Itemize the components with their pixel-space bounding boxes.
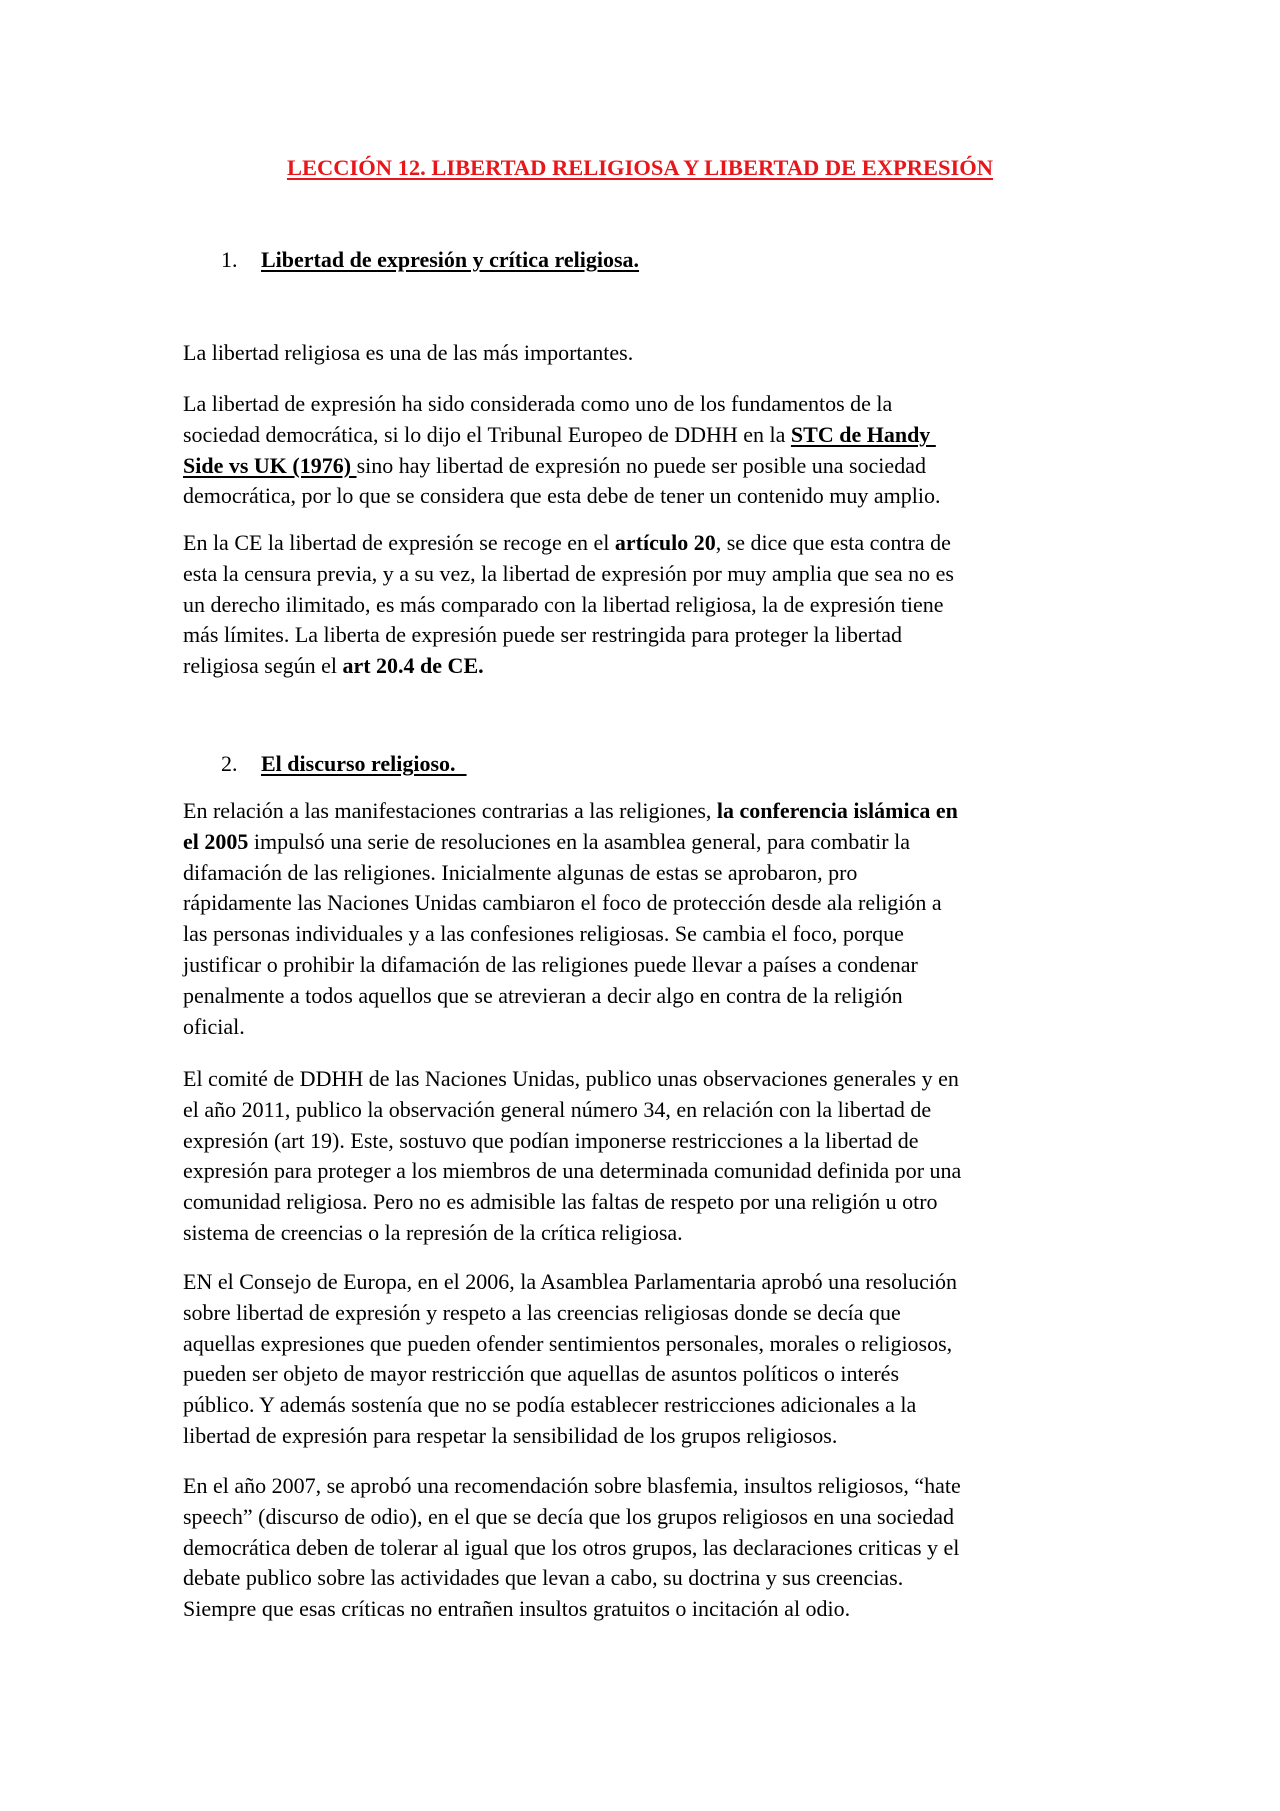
line-text: En relación a las manifestaciones contrarias a las religiones, xyxy=(183,798,717,823)
emphasis-text: el 2005 xyxy=(183,828,249,854)
section-heading-2 xyxy=(221,749,467,779)
paragraph-line: público. Y además sostenía que no se podía establecer restricciones adicionales a la xyxy=(183,1392,917,1418)
paragraph-line: expresión (art 19). Este, sostuvo que podían imponerse restricciones a la libertad de xyxy=(183,1127,919,1153)
paragraph-line xyxy=(183,796,1113,827)
section-heading-text: El discurso religioso. xyxy=(261,751,467,776)
section-number: 2. xyxy=(221,751,238,776)
case-reference: STC de Handy xyxy=(790,421,936,447)
paragraph-6 xyxy=(183,1267,1113,1452)
line-text: sino hay libertad de expresión no puede ser posible una sociedad xyxy=(356,452,926,478)
document-title: LECCIÓN 12. LIBERTAD RELIGIOSA Y LIBERTAD DE EXPRESIÓN xyxy=(286,155,994,180)
paragraph-line: sistema de creencias o la represión de la crítica religiosa. xyxy=(183,1219,683,1245)
paragraph-4 xyxy=(183,796,1113,1042)
paragraph-line: En el año 2007, se aprobó una recomendación sobre blasfemia, insultos religiosos, “hate xyxy=(183,1473,961,1498)
paragraph-line: libertad de expresión para respetar la sensibilidad de los grupos religiosos. xyxy=(183,1422,838,1448)
paragraph-line: las personas individuales y a las confesiones religiosas. Se cambia el foco, porque xyxy=(183,921,904,947)
paragraph-line: La libertad de expresión ha sido considerada como uno de los fundamentos de la xyxy=(183,391,893,416)
paragraph-line xyxy=(183,420,1113,451)
paragraph-line: justificar o prohibir la difamación de las religiones puede llevar a países a condenar xyxy=(183,951,918,977)
line-text: impulsó una serie de resoluciones en la asamblea general, para combatir la xyxy=(248,828,910,854)
article-reference: artículo 20 xyxy=(614,530,716,555)
paragraph-line: debate publico sobre las actividades que levan a cabo, su doctrina y sus creencias. xyxy=(183,1565,904,1591)
paragraph-line: speech” (discurso de odio), en el que se decía que los grupos religiosos en una sociedad xyxy=(183,1503,954,1529)
paragraph-line: un derecho ilimitado, es más comparado con la libertad religiosa, la de expresión tiene xyxy=(183,591,944,617)
paragraph-line: democrática deben de tolerar al igual que los otros grupos, las declaraciones criticas y el xyxy=(183,1534,960,1560)
paragraph-line: aquellas expresiones que pueden ofender sentimientos personales, morales o religiosos, xyxy=(183,1330,953,1356)
paragraph-line: comunidad religiosa. Pero no es admisible las faltas de respeto por una religión u otro xyxy=(183,1189,938,1215)
paragraph-line: pueden ser objeto de mayor restricción que aquellas de asuntos políticos o interés xyxy=(183,1361,900,1387)
article-reference: art 20.4 de CE. xyxy=(342,653,484,679)
paragraph-2 xyxy=(183,389,1113,512)
paragraph-line: oficial. xyxy=(183,1013,245,1039)
paragraph-line: sobre libertad de expresión y respeto a las creencias religiosas donde se decía que xyxy=(183,1299,901,1325)
line-text: sociedad democrática, si lo dijo el Tribunal Europeo de DDHH en la xyxy=(183,421,791,447)
paragraph-5 xyxy=(183,1064,1113,1249)
paragraph-1 xyxy=(183,338,1113,369)
paragraph-line: El comité de DDHH de las Naciones Unidas, publico unas observaciones generales y en xyxy=(183,1066,959,1091)
paragraph-line: Siempre que esas críticas no entrañen insultos gratuitos o incitación al odio. xyxy=(183,1596,851,1622)
paragraph-3 xyxy=(183,528,1113,682)
paragraph-line: difamación de las religiones. Inicialmente algunas de estas se aprobaron, pro xyxy=(183,859,858,885)
paragraph-line: rápidamente las Naciones Unidas cambiaron el foco de protección desde ala religión a xyxy=(183,890,942,916)
line-text: , se dice que esta contra de xyxy=(715,530,951,555)
paragraph-line: esta la censura previa, y a su vez, la libertad de expresión por muy amplia que sea no es xyxy=(183,560,954,586)
line-text: religiosa según el xyxy=(183,653,343,679)
paragraph-line xyxy=(183,528,1113,559)
paragraph-line: expresión para proteger a los miembros de una determinada comunidad definida por una xyxy=(183,1158,962,1184)
emphasis-text: la conferencia islámica en xyxy=(716,798,958,823)
paragraph-line xyxy=(183,451,1113,482)
section-heading-1 xyxy=(221,245,639,275)
paragraph-line xyxy=(183,651,1113,682)
paragraph-line: penalmente a todos aquellos que se atrevieran a decir algo en contra de la religión xyxy=(183,982,903,1008)
paragraph-line: más límites. La liberta de expresión puede ser restringida para proteger la libertad xyxy=(183,622,902,648)
paragraph-line: La libertad religiosa es una de las más importantes. xyxy=(183,340,634,365)
paragraph-line: EN el Consejo de Europa, en el 2006, la Asamblea Parlamentaria aprobó una resolución xyxy=(183,1269,958,1294)
paragraph-7 xyxy=(183,1471,1113,1625)
case-reference: Side vs UK (1976) xyxy=(183,452,357,478)
section-heading-text: Libertad de expresión y crítica religiosa. xyxy=(261,247,640,272)
paragraph-line xyxy=(183,827,1113,858)
paragraph-line: el año 2011, publico la observación general número 34, en relación con la libertad de xyxy=(183,1096,932,1122)
line-text: En la CE la libertad de expresión se recoge en el xyxy=(183,530,615,555)
section-number: 1. xyxy=(221,247,238,272)
paragraph-line: democrática, por lo que se considera que esta debe de tener un contenido muy amplio. xyxy=(183,483,941,509)
